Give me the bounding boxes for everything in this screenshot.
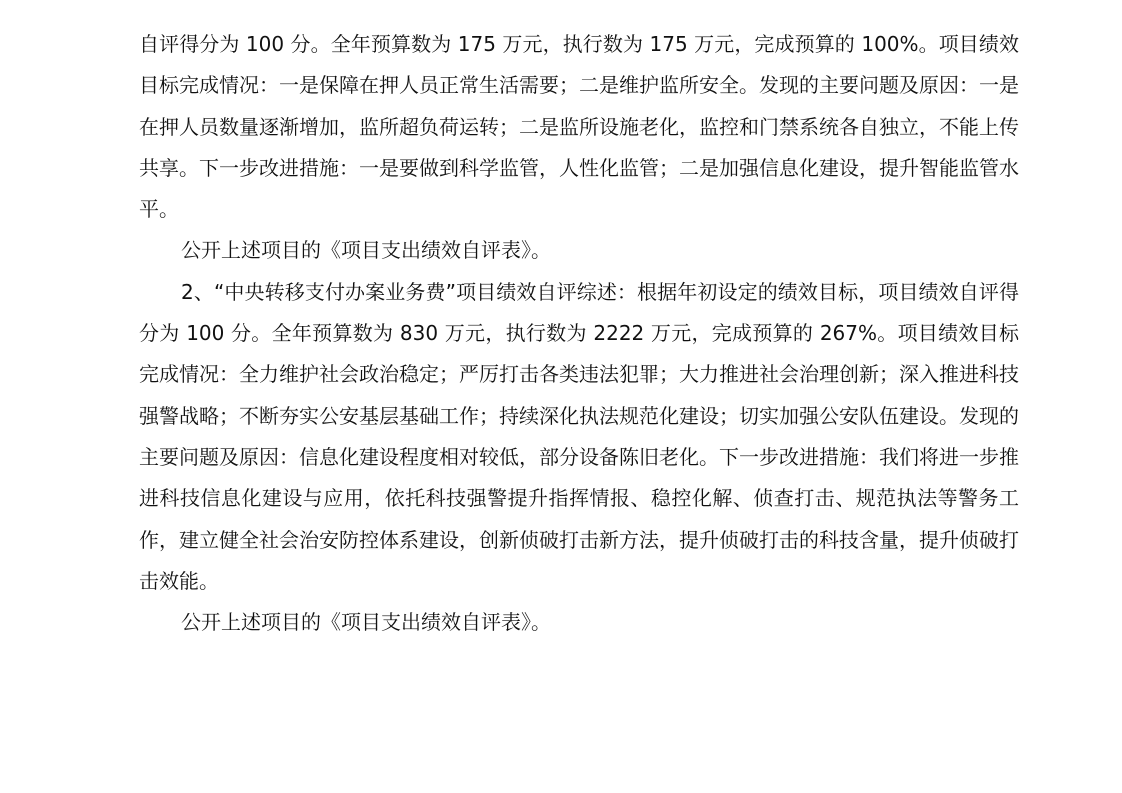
paragraph-project-1-summary: 自评得分为 100 分。全年预算数为 175 万元，执行数为 175 万元，完成预算的 100%。项目绩效目标完成情况：一是保障在押人员正常生活需要；二是维护监所安全。发现的主要问题及原因：一是在押人员数量逐渐增加，监所超负荷运转；二是监所设施老化，监控和门禁系统各自独立，不能上传共享。下一步改进措施：一是要做到科学监管，人性化监管；二是加强信息化建设，提升智能监管水平。 <box>139 32 1019 222</box>
paragraph-disclosure-1: 公开上述项目的《项目支出绩效自评表》。 <box>181 238 551 263</box>
paragraph-disclosure-2: 公开上述项目的《项目支出绩效自评表》。 <box>181 610 551 635</box>
paragraph-project-2-summary: 2、“中央转移支付办案业务费”项目绩效自评综述：根据年初设定的绩效目标，项目绩效自评得分为 100 分。全年预算数为 830 万元，执行数为 2222 万元，完成预算的 267%。项目绩效目标完成情况：全力维护社会政治稳定；严厉打击各类违法犯罪；大力推进社会治理创新；深入推进科技强警战略；不断夯实公安基层基础工作；持续深化执法规范化建设；切实加强公安队伍建设。发现的主要问题及原因：信息化建设程度相对较低，部分设备陈旧老化。下一步改进措施：我们将进一步推进科技信息化建设与应用，依托科技强警提升指挥情报、稳控化解、侦查打击、规范执法等警务工作，建立健全社会治安防控体系建设，创新侦破打击新方法，提升侦破打击的科技含量，提升侦破打击效能。 <box>139 279 1019 593</box>
document-page <box>139 24 1019 643</box>
